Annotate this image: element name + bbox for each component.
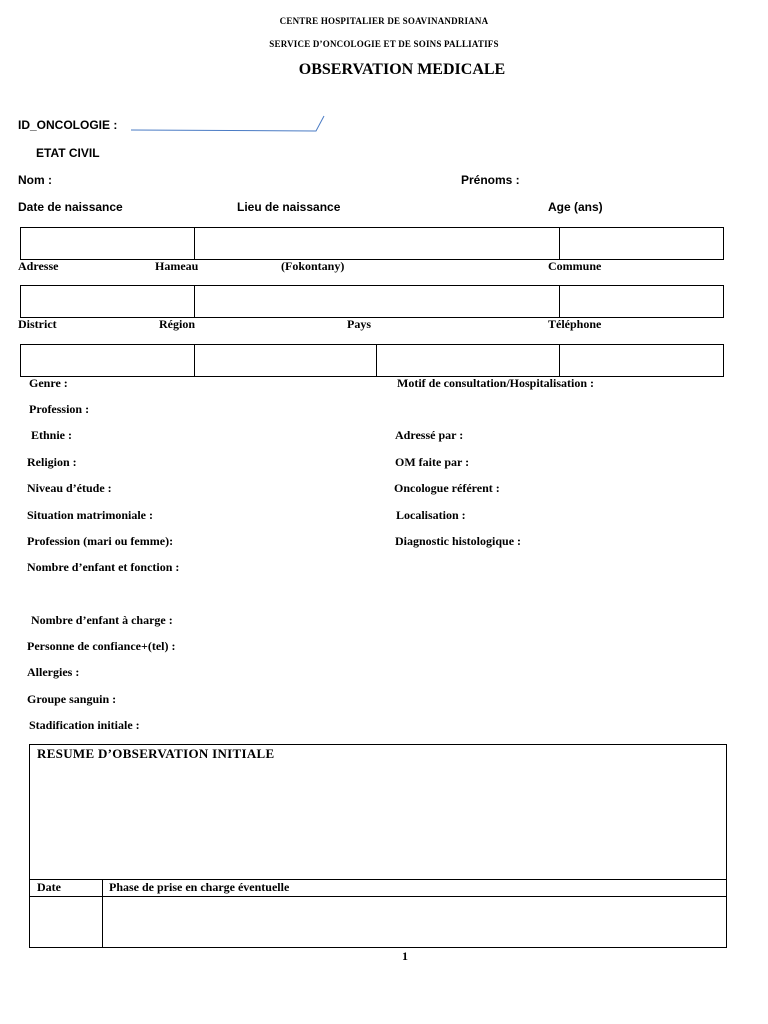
localisation-label: Localisation : — [396, 508, 466, 522]
page-number: 1 — [402, 949, 408, 963]
resume-box — [29, 744, 727, 948]
groupe-sanguin-label: Groupe sanguin : — [27, 692, 117, 706]
resume-title: RESUME D’OBSERVATION INITIALE — [37, 746, 275, 761]
adresse-label: Adresse — [18, 259, 59, 273]
date-column-header: Date — [37, 880, 61, 894]
situation-matrimoniale-label: Situation matrimoniale : — [27, 508, 153, 522]
district-box — [20, 344, 724, 377]
profession-conjoint-label: Profession (mari ou femme): — [27, 534, 174, 548]
box-divider — [376, 345, 377, 376]
motif-label: Motif de consultation/Hospitalisation : — [397, 376, 595, 390]
lieu-naissance-label: Lieu de naissance — [237, 200, 341, 214]
hameau-label: Hameau — [155, 259, 199, 273]
stadification-label: Stadification initiale : — [29, 718, 140, 732]
fokontany-label: (Fokontany) — [281, 259, 345, 273]
service-name: SERVICE D’ONCOLOGIE ET DE SOINS PALLIATIFS — [269, 39, 499, 49]
personne-confiance-label: Personne de confiance+(tel) : — [27, 639, 176, 653]
box-divider — [559, 345, 560, 376]
id-oncologie-line[interactable] — [128, 112, 328, 134]
resume-divider-2 — [30, 896, 726, 897]
adresse-box — [20, 285, 724, 318]
ethnie-label: Ethnie : — [31, 428, 73, 442]
om-faite-par-label: OM faite par : — [395, 455, 470, 469]
commune-label: Commune — [548, 259, 602, 273]
naissance-box — [20, 227, 724, 260]
district-label: District — [18, 317, 57, 331]
religion-label: Religion : — [27, 455, 77, 469]
region-label: Région — [159, 317, 195, 331]
box-divider — [194, 345, 195, 376]
genre-label: Genre : — [29, 376, 68, 390]
pays-label: Pays — [347, 317, 371, 331]
phase-column-header: Phase de prise en charge éventuelle — [109, 880, 290, 894]
box-divider — [194, 228, 195, 259]
telephone-label: Téléphone — [548, 317, 602, 331]
niveau-etude-label: Niveau d’étude : — [27, 481, 112, 495]
nombre-enfant-charge-label: Nombre d’enfant à charge : — [31, 613, 173, 627]
box-divider — [559, 286, 560, 317]
id-oncologie-label: ID_ONCOLOGIE : — [18, 118, 118, 132]
oncologue-referent-label: Oncologue référent : — [394, 481, 500, 495]
nom-label: Nom : — [18, 173, 52, 187]
box-divider — [559, 228, 560, 259]
age-label: Age (ans) — [548, 200, 603, 214]
prenoms-label: Prénoms : — [461, 173, 520, 187]
diagnostic-histologique-label: Diagnostic histologique : — [395, 534, 522, 548]
date-naissance-label: Date de naissance — [18, 200, 123, 214]
box-divider — [194, 286, 195, 317]
profession-label: Profession : — [29, 402, 90, 416]
hospital-name: CENTRE HOSPITALIER DE SOAVINANDRIANA — [279, 16, 489, 26]
allergies-label: Allergies : — [27, 665, 80, 679]
etat-civil-heading: ETAT CIVIL — [36, 146, 100, 160]
adresse-par-label: Adressé par : — [395, 428, 464, 442]
page-title: OBSERVATION MEDICALE — [298, 61, 506, 78]
nombre-enfant-fonction-label: Nombre d’enfant et fonction : — [27, 560, 180, 574]
resume-col-divider — [102, 879, 103, 947]
